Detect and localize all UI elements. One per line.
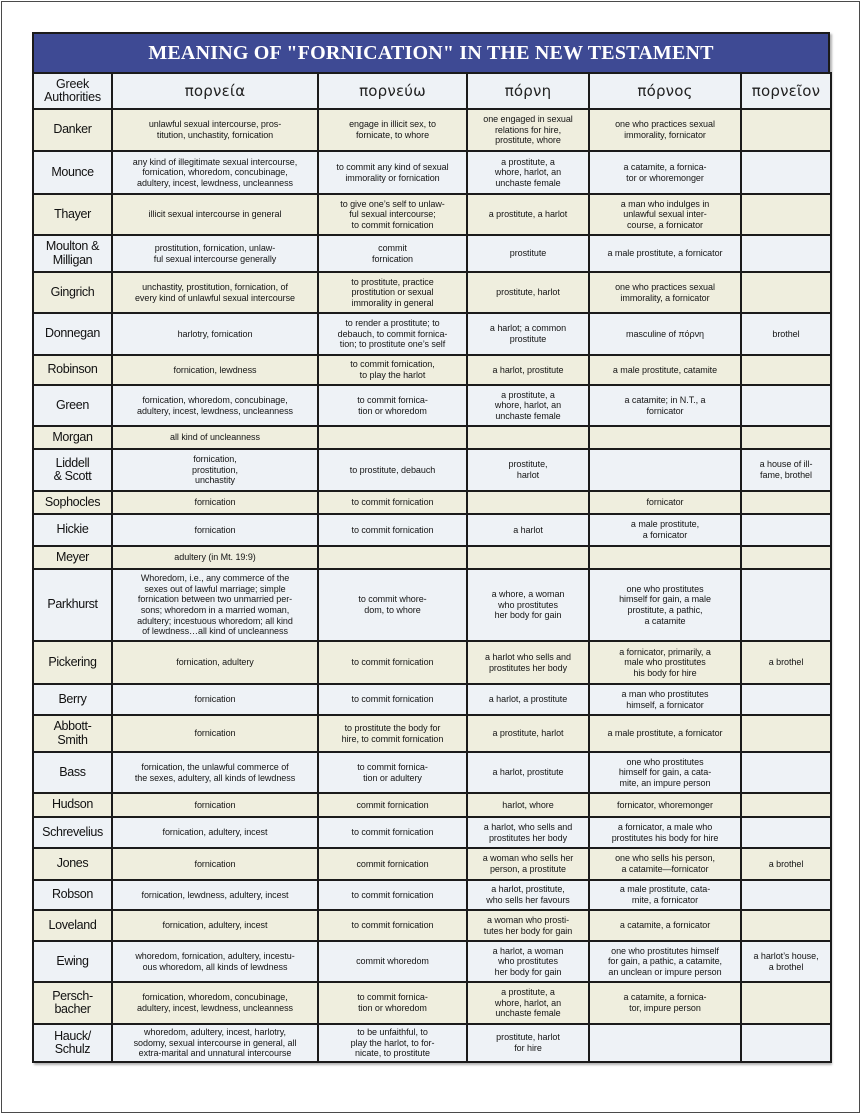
definition-cell-pornos (589, 449, 741, 491)
definition-cell-pornos: a fornicator, primarily, a male who prostitutes his body for hire (589, 641, 741, 684)
definition-cell-porne: a harlot, who sells and prostitutes her body (467, 817, 589, 848)
term-header-pornos: πόρνος (589, 73, 741, 109)
definition-cell-porneion (741, 385, 831, 426)
definition-cell-porneion (741, 109, 831, 151)
authority-name: Jones (33, 848, 112, 880)
authority-name: Hickie (33, 514, 112, 546)
definition-cell-porneia: illicit sexual intercourse in general (112, 194, 318, 235)
definition-cell-porne: prostitute (467, 235, 589, 272)
table-row (33, 880, 831, 910)
header-row (33, 73, 831, 109)
definition-cell-porneion: a brothel (741, 848, 831, 880)
table-row (33, 641, 831, 684)
term-header-porne: πόρνη (467, 73, 589, 109)
definition-cell-porne: prostitute, harlot (467, 272, 589, 313)
definition-cell-porne: a harlot, a prostitute (467, 684, 589, 715)
definitions-table (32, 72, 832, 1063)
definition-cell-porne: a woman who prosti- tutes her body for gain (467, 910, 589, 941)
table-row (33, 514, 831, 546)
table-row (33, 752, 831, 793)
authority-name: Hudson (33, 793, 112, 817)
definition-cell-porne (467, 491, 589, 514)
table-row (33, 982, 831, 1024)
definition-cell-porneia: harlotry, fornication (112, 313, 318, 355)
authority-name: Persch- bacher (33, 982, 112, 1024)
definition-cell-pornos: a male prostitute, a fornicator (589, 514, 741, 546)
authority-name: Schrevelius (33, 817, 112, 848)
table-row (33, 272, 831, 313)
definition-cell-porneuo: to commit fornica- tion or adultery (318, 752, 467, 793)
authorities-column-header: Greek Authorities (33, 73, 112, 109)
definition-cell-porneion (741, 910, 831, 941)
definition-cell-porneuo: to commit fornication (318, 684, 467, 715)
definition-cell-porneia: any kind of illegitimate sexual intercourse, fornication, whoredom, concubinage, adultery, incest, lewdness, uncleanness (112, 151, 318, 194)
table-row (33, 848, 831, 880)
definition-cell-porneuo: to be unfaithful, to play the harlot, to for- nicate, to prostitute (318, 1024, 467, 1062)
definition-cell-porneuo: to commit fornica- tion or whoredom (318, 385, 467, 426)
definition-cell-porneia: adultery (in Mt. 19:9) (112, 546, 318, 569)
definition-cell-porneuo (318, 546, 467, 569)
authority-name: Loveland (33, 910, 112, 941)
definition-cell-porneuo: commit whoredom (318, 941, 467, 982)
definition-cell-pornos: a male prostitute, catamite (589, 355, 741, 385)
definition-cell-porneia: fornication, lewdness, adultery, incest (112, 880, 318, 910)
definition-cell-porne: a woman who sells her person, a prostitute (467, 848, 589, 880)
definition-cell-porneion: a house of ill- fame, brothel (741, 449, 831, 491)
definition-cell-porne: a prostitute, a harlot (467, 194, 589, 235)
definition-cell-pornos: a male prostitute, cata- mite, a fornicator (589, 880, 741, 910)
table-row (33, 941, 831, 982)
definition-cell-porneia: fornication (112, 848, 318, 880)
table-body (33, 109, 831, 1062)
definition-cell-pornos: one who practices sexual immorality, a fornicator (589, 272, 741, 313)
authority-name: Parkhurst (33, 569, 112, 641)
definition-cell-porne: a harlot, prostitute (467, 355, 589, 385)
authority-name: Pickering (33, 641, 112, 684)
table-row (33, 151, 831, 194)
definition-cell-porneuo: to prostitute, debauch (318, 449, 467, 491)
definition-cell-porne: a harlot, prostitute (467, 752, 589, 793)
authority-name: Robinson (33, 355, 112, 385)
definition-cell-porneia: fornication, adultery, incest (112, 817, 318, 848)
definition-cell-porne: a whore, a woman who prostitutes her body for gain (467, 569, 589, 641)
table-row (33, 817, 831, 848)
definition-cell-porneuo: to prostitute, practice prostitution or sexual immorality in general (318, 272, 467, 313)
definition-cell-pornos: a catamite, a fornica- tor or whoremonger (589, 151, 741, 194)
definition-cell-porneia: whoredom, adultery, incest, harlotry, sodomy, sexual intercourse in general, all extra-marital and unnatural intercourse (112, 1024, 318, 1062)
definition-cell-porneuo: commit fornication (318, 235, 467, 272)
table-row (33, 684, 831, 715)
definition-cell-porneuo: to commit fornication, to play the harlot (318, 355, 467, 385)
definition-cell-porne: a harlot; a common prostitute (467, 313, 589, 355)
definition-cell-porne: a harlot (467, 514, 589, 546)
definition-cell-porneia: fornication, adultery (112, 641, 318, 684)
definition-cell-porneia: whoredom, fornication, adultery, incestu- ous whoredom, all kinds of lewdness (112, 941, 318, 982)
table-row (33, 313, 831, 355)
definition-cell-porne: one engaged in sexual relations for hire, prostitute, whore (467, 109, 589, 151)
definition-cell-porneion (741, 569, 831, 641)
definition-cell-porneion: a harlot’s house, a brothel (741, 941, 831, 982)
authority-name: Ewing (33, 941, 112, 982)
authority-name: Green (33, 385, 112, 426)
definition-cell-porne: a prostitute, a whore, harlot, an unchaste female (467, 982, 589, 1024)
definition-cell-porneia: fornication (112, 684, 318, 715)
definition-cell-pornos: a catamite, a fornica- tor, impure person (589, 982, 741, 1024)
definition-cell-porneuo: to commit fornication (318, 641, 467, 684)
definition-cell-pornos (589, 426, 741, 449)
definition-cell-porneuo (318, 426, 467, 449)
table-row (33, 793, 831, 817)
definition-cell-porneion (741, 514, 831, 546)
definition-cell-porneia: fornication, adultery, incest (112, 910, 318, 941)
definition-cell-porneuo: commit fornication (318, 793, 467, 817)
authority-name: Mounce (33, 151, 112, 194)
term-header-porneia: πορνεία (112, 73, 318, 109)
definition-cell-porne: prostitute, harlot (467, 449, 589, 491)
definition-cell-pornos: masculine of πόρνη (589, 313, 741, 355)
definition-cell-pornos: a fornicator, a male who prostitutes his body for hire (589, 817, 741, 848)
definition-cell-porneia: unlawful sexual intercourse, pros- titution, unchastity, fornication (112, 109, 318, 151)
table-row (33, 235, 831, 272)
table-row (33, 109, 831, 151)
table-row (33, 715, 831, 752)
definition-cell-pornos: fornicator (589, 491, 741, 514)
table-row (33, 910, 831, 941)
definition-cell-porne (467, 546, 589, 569)
definition-cell-pornos: one who prostitutes himself for gain, a pathic, a catamite, an unclean or impure person (589, 941, 741, 982)
definition-cell-porneion (741, 684, 831, 715)
table-row (33, 449, 831, 491)
term-header-porneuo: πορνεύω (318, 73, 467, 109)
definition-cell-porneuo: to commit fornication (318, 910, 467, 941)
table-row (33, 1024, 831, 1062)
authority-name: Liddell & Scott (33, 449, 112, 491)
definition-cell-porneion (741, 752, 831, 793)
definition-cell-porne: a prostitute, a whore, harlot, an unchaste female (467, 385, 589, 426)
definition-cell-pornos: one who practices sexual immorality, fornicator (589, 109, 741, 151)
table-row (33, 569, 831, 641)
definition-cell-porne: harlot, whore (467, 793, 589, 817)
definition-cell-porneuo: to commit whore- dom, to whore (318, 569, 467, 641)
authority-name: Gingrich (33, 272, 112, 313)
table-row (33, 426, 831, 449)
definition-cell-porneia: fornication, whoredom, concubinage, adultery, incest, lewdness, uncleanness (112, 982, 318, 1024)
definition-cell-porneia: fornication (112, 491, 318, 514)
definition-cell-porne: a harlot, a woman who prostitutes her body for gain (467, 941, 589, 982)
definition-cell-porneia: fornication (112, 793, 318, 817)
definition-cell-porneia: fornication, the unlawful commerce of the sexes, adultery, all kinds of lewdness (112, 752, 318, 793)
definition-cell-pornos: one who prostitutes himself for gain, a male prostitute, a pathic, a catamite (589, 569, 741, 641)
definition-cell-pornos: a catamite; in N.T., a fornicator (589, 385, 741, 426)
authority-name: Donnegan (33, 313, 112, 355)
definition-cell-porneia: Whoredom, i.e., any commerce of the sexes out of lawful marriage; simple fornication between two unmarried per- sons; whoredom in a married woman, adultery; incestuous whoredom; all kind of lewdness…all kind of uncleanness (112, 569, 318, 641)
definition-cell-pornos: a male prostitute, a fornicator (589, 235, 741, 272)
table-row (33, 385, 831, 426)
definition-cell-porne: a harlot, prostitute, who sells her favours (467, 880, 589, 910)
authority-name: Sophocles (33, 491, 112, 514)
definition-cell-porneion (741, 715, 831, 752)
definition-cell-pornos: a man who prostitutes himself, a fornicator (589, 684, 741, 715)
definition-cell-porneion (741, 546, 831, 569)
definition-cell-porneion (741, 151, 831, 194)
definition-cell-porneuo: commit fornication (318, 848, 467, 880)
definition-cell-porneuo: to prostitute the body for hire, to commit fornication (318, 715, 467, 752)
definition-cell-porneion (741, 817, 831, 848)
authority-name: Danker (33, 109, 112, 151)
definition-cell-porneion: a brothel (741, 641, 831, 684)
definition-cell-porneion (741, 426, 831, 449)
definition-cell-porneia: prostitution, fornication, unlaw- ful sexual intercourse generally (112, 235, 318, 272)
definition-cell-porne: a prostitute, harlot (467, 715, 589, 752)
definition-cell-porneia: fornication (112, 514, 318, 546)
definition-cell-porne (467, 426, 589, 449)
definition-cell-porneia: fornication, lewdness (112, 355, 318, 385)
definition-cell-porneion (741, 880, 831, 910)
definition-cell-pornos: one who prostitutes himself for gain, a cata- mite, an impure person (589, 752, 741, 793)
definition-cell-porneion (741, 194, 831, 235)
definition-cell-porneuo: engage in illicit sex, to fornicate, to whore (318, 109, 467, 151)
authority-name: Meyer (33, 546, 112, 569)
definition-cell-porneia: all kind of uncleanness (112, 426, 318, 449)
definition-cell-porne: a harlot who sells and prostitutes her body (467, 641, 589, 684)
definition-cell-porne: a prostitute, a whore, harlot, an unchaste female (467, 151, 589, 194)
definition-cell-pornos (589, 546, 741, 569)
definition-cell-porneuo: to commit fornication (318, 817, 467, 848)
authority-name: Berry (33, 684, 112, 715)
definition-cell-porneion (741, 1024, 831, 1062)
definition-cell-porneion: brothel (741, 313, 831, 355)
definition-cell-porneuo: to render a prostitute; to debauch, to commit fornica- tion; to prostitute one’s self (318, 313, 467, 355)
authority-name: Hauck/ Schulz (33, 1024, 112, 1062)
definition-cell-porneion (741, 355, 831, 385)
definition-cell-porneia: fornication, whoredom, concubinage, adultery, incest, lewdness, uncleanness (112, 385, 318, 426)
chart-title: MEANING OF "FORNICATION" IN THE NEW TESTAMENT (32, 32, 830, 72)
definition-cell-porneion (741, 272, 831, 313)
table-row (33, 355, 831, 385)
authority-name: Moulton & Milligan (33, 235, 112, 272)
authority-name: Robson (33, 880, 112, 910)
definition-cell-porneuo: to give one’s self to unlaw- ful sexual intercourse; to commit fornication (318, 194, 467, 235)
definition-cell-pornos: a male prostitute, a fornicator (589, 715, 741, 752)
definition-cell-porne: prostitute, harlot for hire (467, 1024, 589, 1062)
authority-name: Thayer (33, 194, 112, 235)
definition-cell-pornos: a man who indulges in unlawful sexual inter- course, a fornicator (589, 194, 741, 235)
definition-cell-porneion (741, 982, 831, 1024)
definition-cell-porneia: fornication, prostitution, unchastity (112, 449, 318, 491)
definition-cell-porneuo: to commit fornica- tion or whoredom (318, 982, 467, 1024)
term-header-porneion: πορνεῖον (741, 73, 831, 109)
table-row (33, 546, 831, 569)
definition-cell-porneuo: to commit fornication (318, 491, 467, 514)
authority-name: Abbott- Smith (33, 715, 112, 752)
definition-cell-porneuo: to commit fornication (318, 514, 467, 546)
definition-cell-porneia: fornication (112, 715, 318, 752)
definition-cell-porneia: unchastity, prostitution, fornication, of every kind of unlawful sexual intercourse (112, 272, 318, 313)
definition-cell-porneion (741, 491, 831, 514)
table-row (33, 491, 831, 514)
definition-cell-porneuo: to commit fornication (318, 880, 467, 910)
definition-cell-porneion (741, 235, 831, 272)
table-row (33, 194, 831, 235)
definition-cell-pornos: one who sells his person, a catamite—fornicator (589, 848, 741, 880)
definition-cell-porneion (741, 793, 831, 817)
definition-cell-pornos: a catamite, a fornicator (589, 910, 741, 941)
definition-cell-pornos: fornicator, whoremonger (589, 793, 741, 817)
authority-name: Morgan (33, 426, 112, 449)
definition-cell-porneuo: to commit any kind of sexual immorality or fornication (318, 151, 467, 194)
definition-cell-pornos (589, 1024, 741, 1062)
authority-name: Bass (33, 752, 112, 793)
word-study-chart (32, 32, 830, 1063)
